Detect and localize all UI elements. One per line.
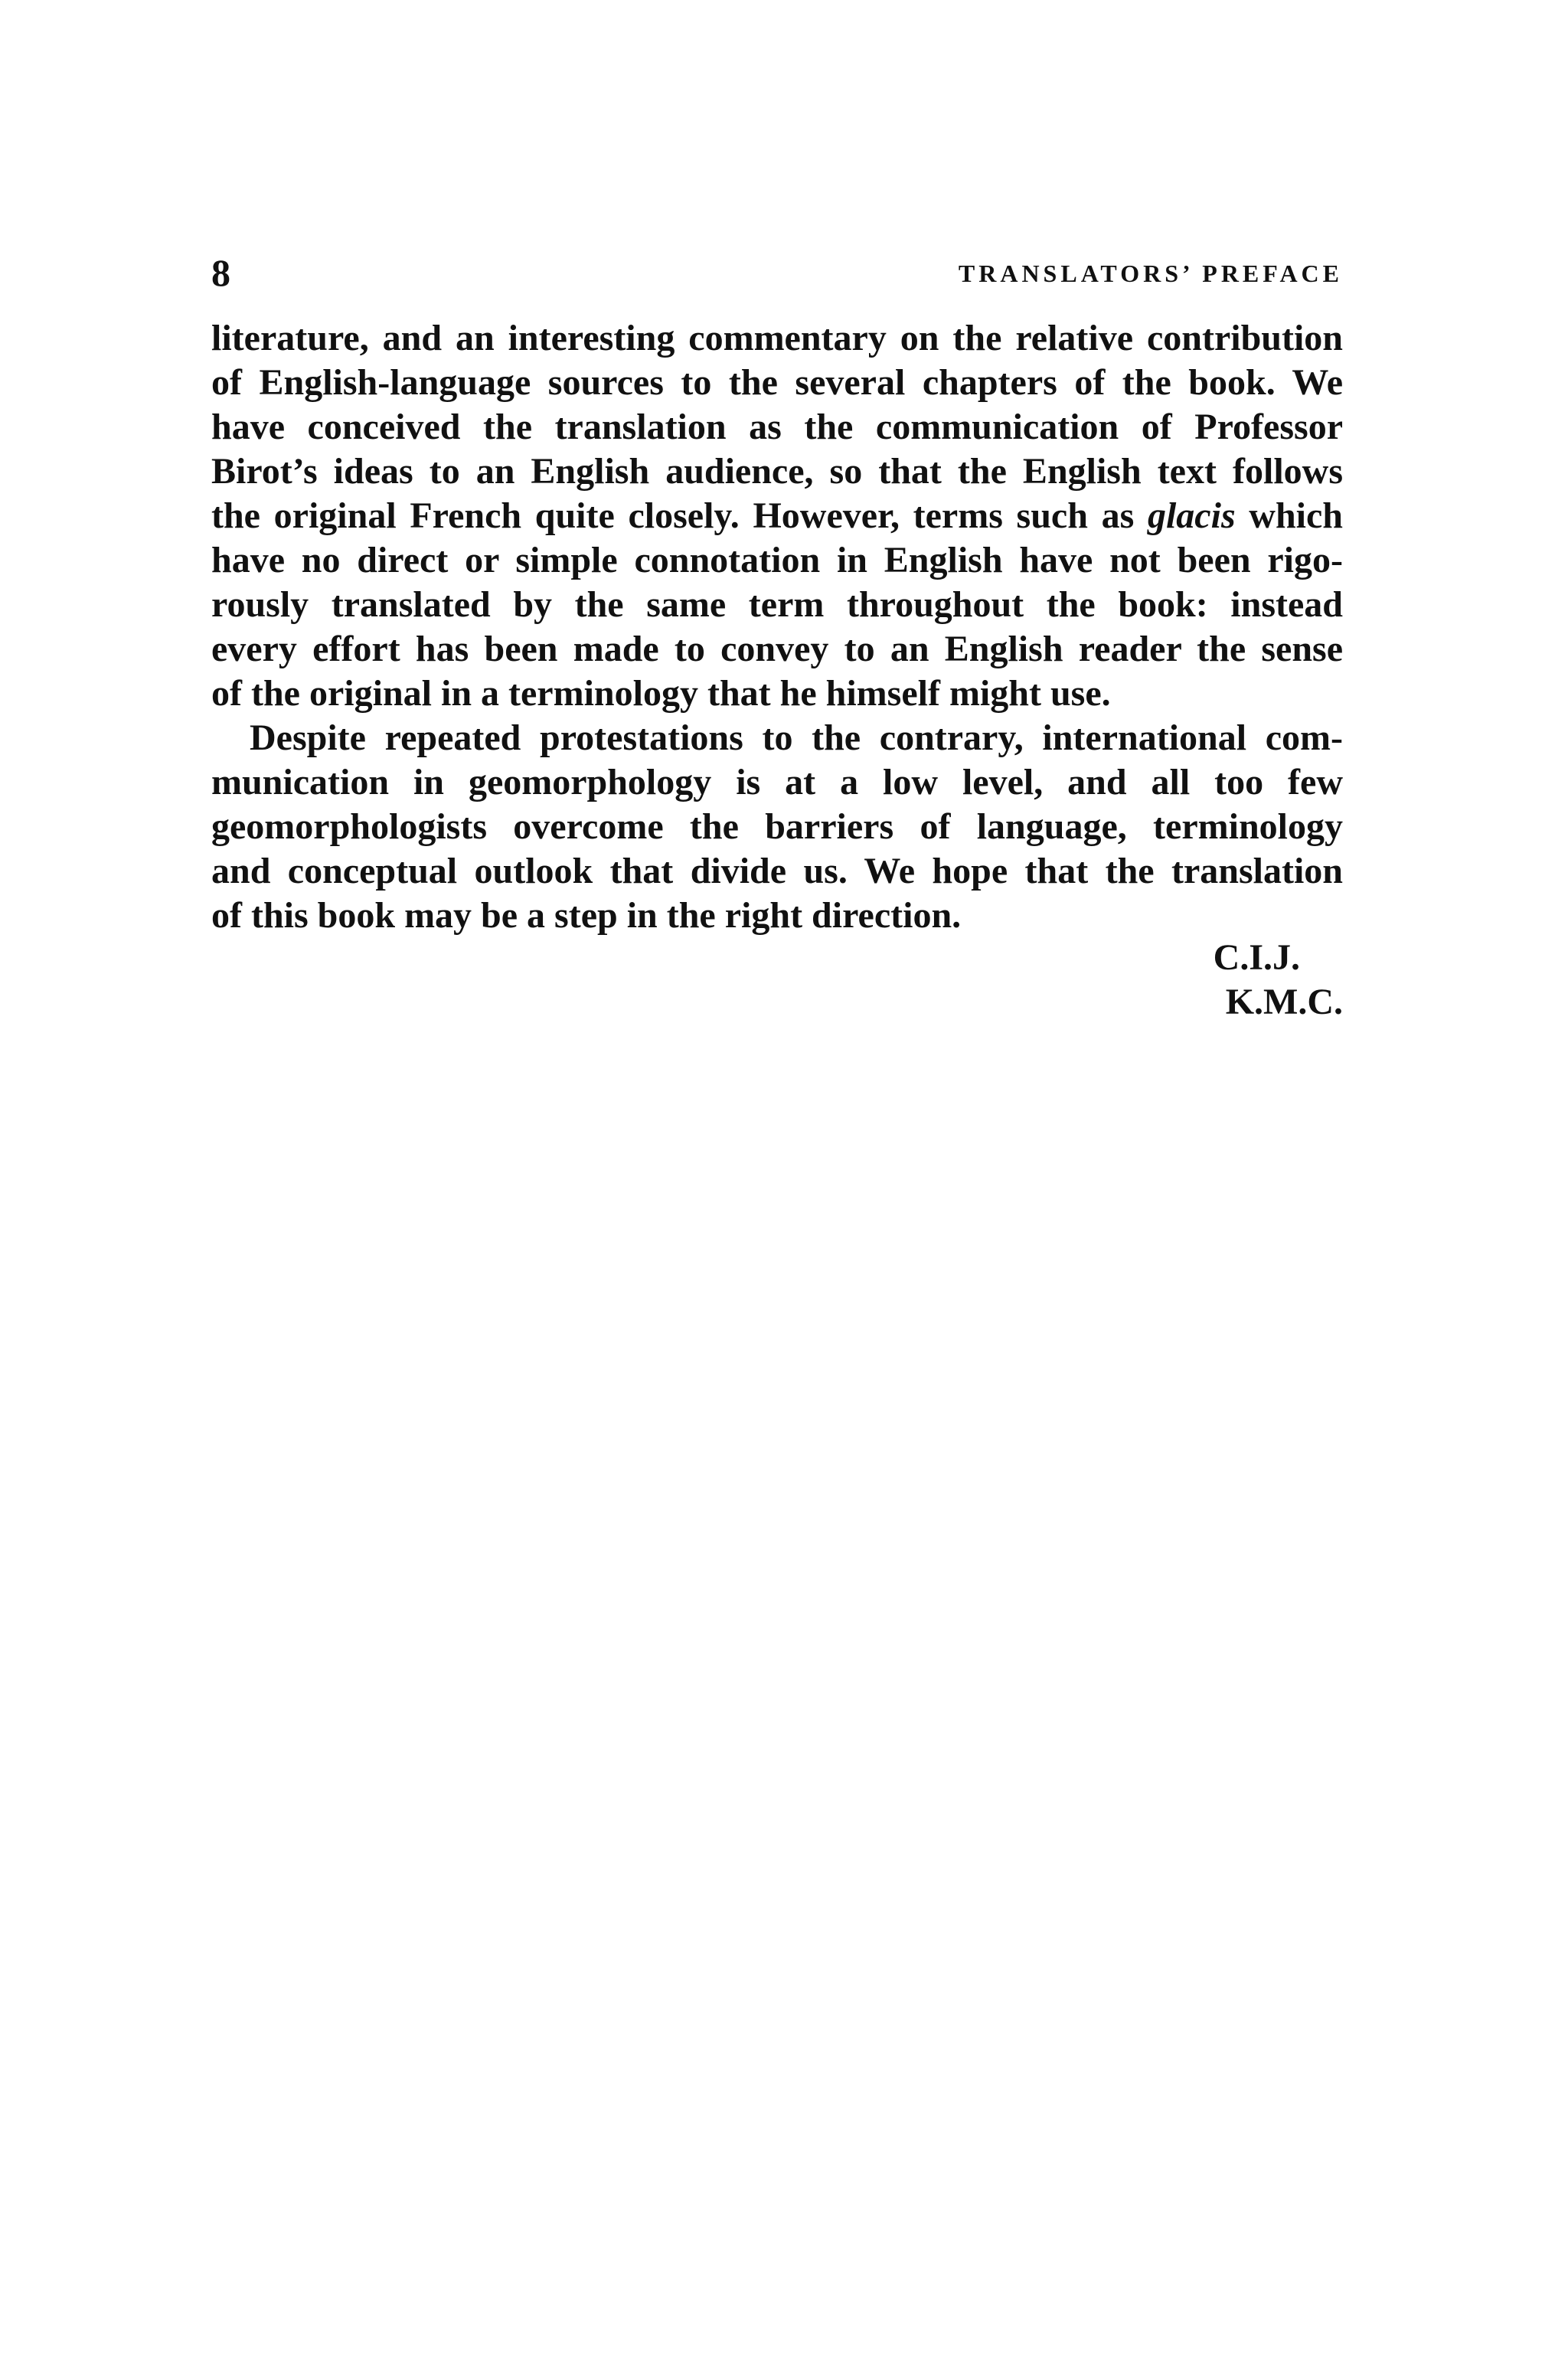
paragraph-2 [211, 716, 1343, 938]
running-head [211, 250, 1343, 296]
text-line: Birot’s ideas to an English audience, so that the English text follows [211, 451, 1343, 492]
paragraph-1 [211, 316, 1343, 716]
text-line: munication in geomorphology is at a low level, and all too few [211, 762, 1343, 802]
text-line: Despite repeated protestations to the contrary, international com- [250, 717, 1343, 758]
text-line: have no direct or simple connotation in English have not been rigo- [211, 540, 1343, 580]
text-line: every effort has been made to convey to an English reader the sense [211, 629, 1343, 669]
running-title: TRANSLATORS’ PREFACE [958, 260, 1343, 287]
signature-initials: K.M.C. [1225, 982, 1343, 1022]
text-line: and conceptual outlook that divide us. We hope that the translation [211, 851, 1343, 891]
text-line: geomorphologists overcome the barriers of language, terminology [211, 806, 1343, 847]
page-number: 8 [211, 251, 230, 294]
text-line: rously translated by the same term throughout the book: instead [211, 584, 1343, 625]
signature-block [211, 936, 1343, 1025]
text-line: literature, and an interesting commentary on the relative contribution [211, 318, 1343, 358]
signature-initials: C.I.J. [1213, 937, 1300, 978]
preface-body [211, 316, 1343, 938]
text-run: which [1235, 495, 1343, 536]
text-line [211, 494, 1343, 538]
text-line: have conceived the translation as the communication of Professor [211, 407, 1343, 447]
text-line: of English-language sources to the several chapters of the book. We [211, 362, 1343, 403]
text-line: of this book may be a step in the right direction. [211, 895, 962, 936]
text-run: the original French quite closely. However, terms such as [211, 495, 1148, 536]
text-line: of the original in a terminology that he himself might use. [211, 673, 1111, 714]
italic-term: glacis [1147, 495, 1236, 536]
